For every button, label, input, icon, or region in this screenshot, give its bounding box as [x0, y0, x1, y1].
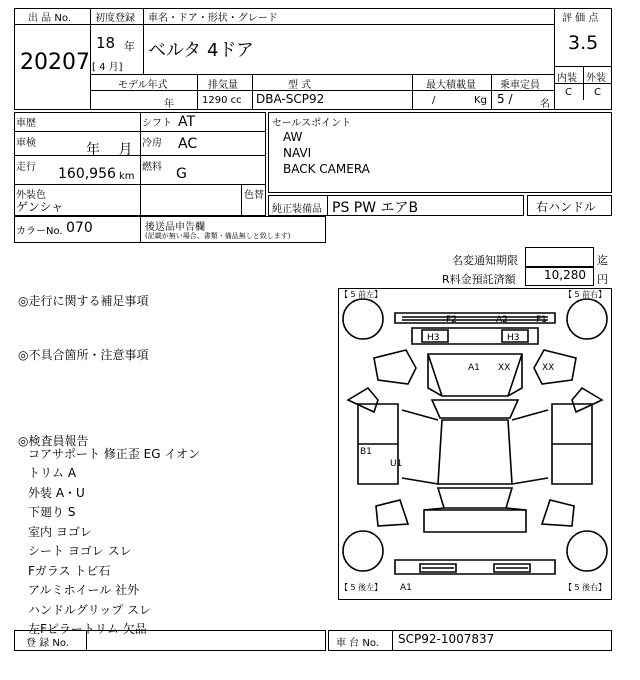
inspector-line: コアサポート 修正歪 EG イオン [28, 447, 200, 461]
exterior-label: 外装 [586, 73, 606, 84]
inspector-line: 左Fピラートリム 欠品 [28, 622, 147, 636]
mileage-value: 160,956 [58, 166, 116, 182]
name-change-deadline-box [525, 247, 594, 267]
lot-number: 20207 [20, 50, 90, 75]
registration-year: 18 [96, 34, 116, 52]
sales-point-item: BACK CAMERA [283, 162, 370, 176]
model-type-label: 型 式 [288, 80, 312, 91]
mark-b1: B1 [360, 447, 372, 457]
inspector-line: 外装 A・U [28, 486, 85, 500]
sales-point-item: NAVI [283, 146, 312, 160]
tire-rear-right-label: 【 5 後右】 [564, 583, 607, 592]
mark-f1: F1 [536, 315, 547, 325]
max-load-value: / [432, 95, 436, 106]
sales-points-label: セールスポイント [272, 118, 352, 129]
chassis-number: SCP92-1007837 [398, 632, 495, 646]
mark-a1-bottom: A1 [400, 583, 412, 593]
equipment-label: 純正装備品 [272, 204, 322, 215]
inspection-label: 車検 [16, 138, 36, 149]
registration-year-unit: 年 [124, 40, 135, 53]
capacity-unit: 名 [540, 99, 550, 110]
interior-label: 内装 [557, 73, 577, 84]
defects-notes-label: ◎不具合箇所・注意事項 [18, 348, 149, 362]
color-change-label: 色替 [244, 190, 264, 201]
inspector-line: トリム A [28, 466, 77, 480]
name-change-deadline-unit: 迄 [597, 254, 608, 267]
fuel-label: 燃料 [142, 162, 162, 173]
inspector-report-label: ◎検査員報告 [18, 434, 89, 448]
car-name: ベルタ 4ドア [148, 40, 254, 61]
capacity-value: 5 / [497, 92, 513, 106]
mileage-unit: km [119, 171, 135, 182]
tire-front-left [343, 299, 383, 339]
registration-month: [ 4 月] [92, 62, 123, 73]
aftermarket-label: 後送品申告欄 [145, 222, 205, 233]
inspector-line: Fガラス トビ石 [28, 564, 111, 578]
model-type: DBA-SCP92 [256, 92, 325, 106]
exterior-grade: C [594, 87, 601, 98]
history-label: 車歴 [16, 118, 36, 129]
recycle-fee-value: 10,280 [544, 268, 586, 282]
shift-value: AT [178, 114, 196, 130]
inspector-line: アルミホイール 社外 [28, 583, 140, 597]
recycle-fee-label: R料金預託済額 [442, 273, 516, 286]
shift-label: シフト [142, 118, 172, 129]
tire-front-left-label: 【 5 前左】 [340, 290, 383, 299]
tire-rear-left [343, 531, 383, 571]
mark-xx-center: XX [498, 363, 511, 373]
first-registration-label: 初度登録 [95, 13, 135, 24]
exterior-color-value: ゲンシャ [16, 200, 64, 214]
car-name-label: 車名・ドア・形状・グレード [148, 13, 278, 24]
capacity-label: 乗車定員 [500, 80, 540, 91]
max-load-label: 最大積載量 [426, 80, 476, 91]
color-number: 070 [66, 220, 93, 236]
ac-value: AC [178, 136, 198, 152]
tire-rear-right [567, 531, 607, 571]
mark-a1-top: A1 [468, 363, 480, 373]
tire-rear-left-label: 【 5 後左】 [340, 583, 383, 592]
mark-u1: U1 [390, 459, 403, 469]
max-load-unit: Kg [474, 95, 487, 106]
name-change-deadline-label: 名変通知期限 [452, 254, 518, 267]
interior-grade: C [565, 87, 572, 98]
tire-front-right [567, 299, 607, 339]
registration-number-label: 登 録 No. [26, 638, 69, 649]
mark-xx-right: XX [542, 363, 555, 373]
exterior-color-label: 外装色 [16, 190, 46, 201]
driving-notes-label: ◎走行に関する補足事項 [18, 294, 149, 308]
mark-h3-left: H3 [427, 333, 440, 343]
inspection-value: 年 月 [86, 142, 133, 158]
fuel-value: G [176, 166, 187, 182]
car-damage-diagram [338, 288, 612, 600]
model-year-label: モデル年式 [118, 80, 168, 91]
inspector-line: ハンドルグリップ スレ [28, 603, 152, 617]
score-value: 3.5 [568, 32, 599, 54]
aftermarket-note: (記載が無い場合、書類・備品無しと致します) [145, 232, 291, 240]
inspector-line: 室内 ヨゴレ [28, 525, 92, 539]
equipment-value: PS PW エアB [332, 200, 419, 216]
tire-front-right-label: 【 5 前右】 [564, 290, 607, 299]
handle-value: 右ハンドル [536, 200, 597, 214]
model-year-unit: 年 [164, 99, 174, 110]
mark-h3-right: H3 [507, 333, 520, 343]
inspector-line: シート ヨゴレ スレ [28, 544, 132, 558]
score-label: 評 価 点 [562, 13, 599, 24]
lot-number-label: 出 品 No. [28, 13, 71, 24]
mark-f2: F2 [446, 315, 457, 325]
displacement-value: 1290 cc [202, 95, 242, 106]
mark-a2: A2 [496, 315, 508, 325]
sales-point-item: AW [283, 130, 303, 144]
displacement-label: 排気量 [208, 80, 238, 91]
ac-label: 冷房 [142, 138, 162, 149]
mileage-label: 走行 [16, 162, 36, 173]
inspector-line: 下廻り S [28, 505, 76, 519]
color-number-label: カラーNo. [16, 226, 63, 237]
chassis-number-label: 車 台 No. [336, 638, 379, 649]
recycle-fee-unit: 円 [597, 273, 608, 286]
